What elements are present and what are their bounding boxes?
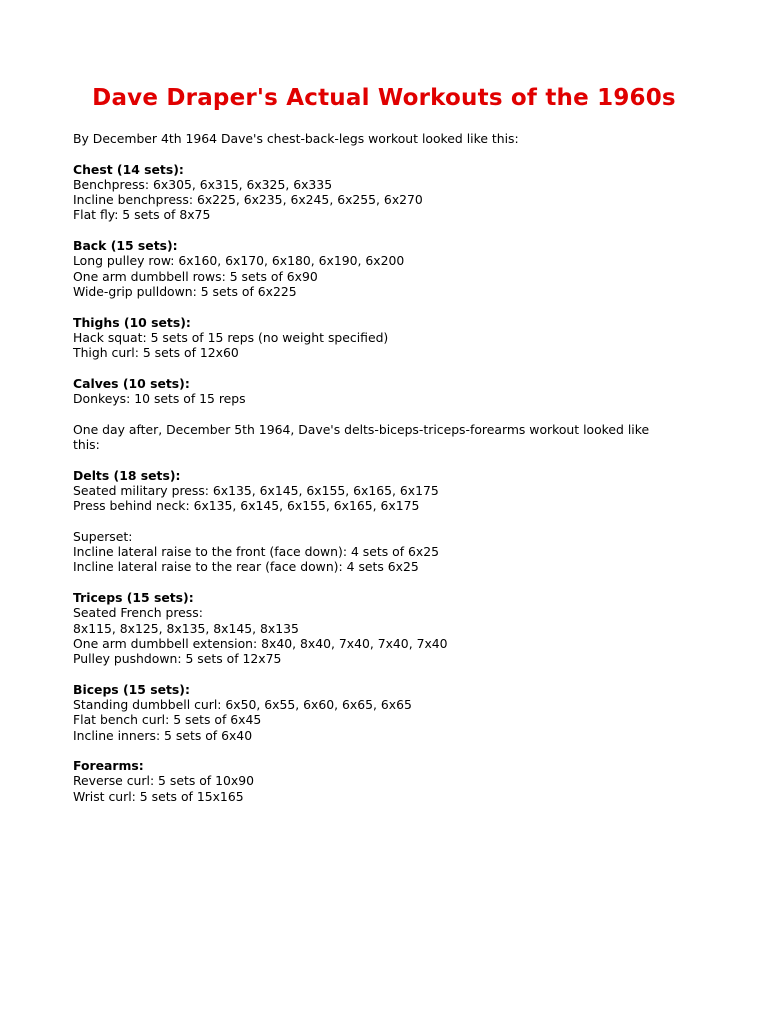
exercise-line: Wide-grip pulldown: 5 sets of 6x225 (73, 283, 297, 299)
section-chest (73, 162, 713, 223)
section-biceps (73, 682, 713, 743)
page-title: Dave Draper's Actual Workouts of the 1960s (92, 85, 676, 111)
section-triceps (73, 590, 713, 666)
exercise-line: Incline benchpress: 6x225, 6x235, 6x245, 6x255, 6x270 (73, 192, 423, 208)
exercise-line: Seated French press: (73, 605, 203, 621)
section-heading: Triceps (15 sets): (73, 589, 194, 605)
exercise-line: Flat fly: 5 sets of 8x75 (73, 207, 211, 223)
section-heading: Delts (18 sets): (73, 467, 181, 483)
section-heading: Thighs (10 sets): (73, 314, 191, 330)
exercise-line: Hack squat: 5 sets of 15 reps (no weight specified) (73, 329, 389, 345)
exercise-line: Wrist curl: 5 sets of 15x165 (73, 788, 244, 804)
exercise-line: Benchpress: 6x305, 6x315, 6x325, 6x335 (73, 176, 333, 192)
section-heading: Biceps (15 sets): (73, 681, 190, 697)
exercise-line: Incline lateral raise to the front (face down): 4 sets of 6x25 (73, 544, 439, 560)
section-delts (73, 468, 713, 514)
exercise-line: Flat bench curl: 5 sets of 6x45 (73, 712, 262, 728)
exercise-line: One arm dumbbell extension: 8x40, 8x40, 7x40, 7x40, 7x40 (73, 635, 448, 651)
section-heading: Forearms: (73, 758, 144, 774)
exercise-line: Pulley pushdown: 5 sets of 12x75 (73, 651, 282, 667)
exercise-line: Standing dumbbell curl: 6x50, 6x55, 6x60, 6x65, 6x65 (73, 696, 412, 712)
section-calves (73, 376, 713, 407)
exercise-line: Long pulley row: 6x160, 6x170, 6x180, 6x190, 6x200 (73, 253, 405, 269)
section-thighs (73, 315, 713, 361)
exercise-line: Thigh curl: 5 sets of 12x60 (73, 345, 239, 361)
exercise-line: One arm dumbbell rows: 5 sets of 6x90 (73, 268, 318, 284)
exercise-line: Incline lateral raise to the rear (face down): 4 sets 6x25 (73, 559, 419, 575)
exercise-line: Reverse curl: 5 sets of 10x90 (73, 773, 254, 789)
section-heading: Back (15 sets): (73, 238, 178, 254)
superset-label: Superset: (73, 528, 133, 544)
document-body (73, 131, 713, 819)
intro-2-line: this: (73, 436, 100, 452)
section-back (73, 238, 713, 299)
exercise-line: 8x115, 8x125, 8x135, 8x145, 8x135 (73, 620, 299, 636)
section-heading: Chest (14 sets): (73, 161, 184, 177)
section-heading: Calves (10 sets): (73, 375, 190, 391)
superset-block (73, 529, 713, 575)
intro-2-line: One day after, December 5th 1964, Dave's delts-biceps-triceps-forearms workout looked like (73, 421, 650, 437)
section-forearms (73, 758, 713, 804)
exercise-line: Seated military press: 6x135, 6x145, 6x155, 6x165, 6x175 (73, 482, 439, 498)
intro-paragraph: By December 4th 1964 Dave's chest-back-legs workout looked like this: (73, 131, 519, 146)
exercise-line: Donkeys: 10 sets of 15 reps (73, 391, 246, 407)
intro-paragraph-2 (73, 422, 713, 453)
exercise-line: Incline inners: 5 sets of 6x40 (73, 727, 253, 743)
exercise-line: Press behind neck: 6x135, 6x145, 6x155, 6x165, 6x175 (73, 498, 420, 514)
